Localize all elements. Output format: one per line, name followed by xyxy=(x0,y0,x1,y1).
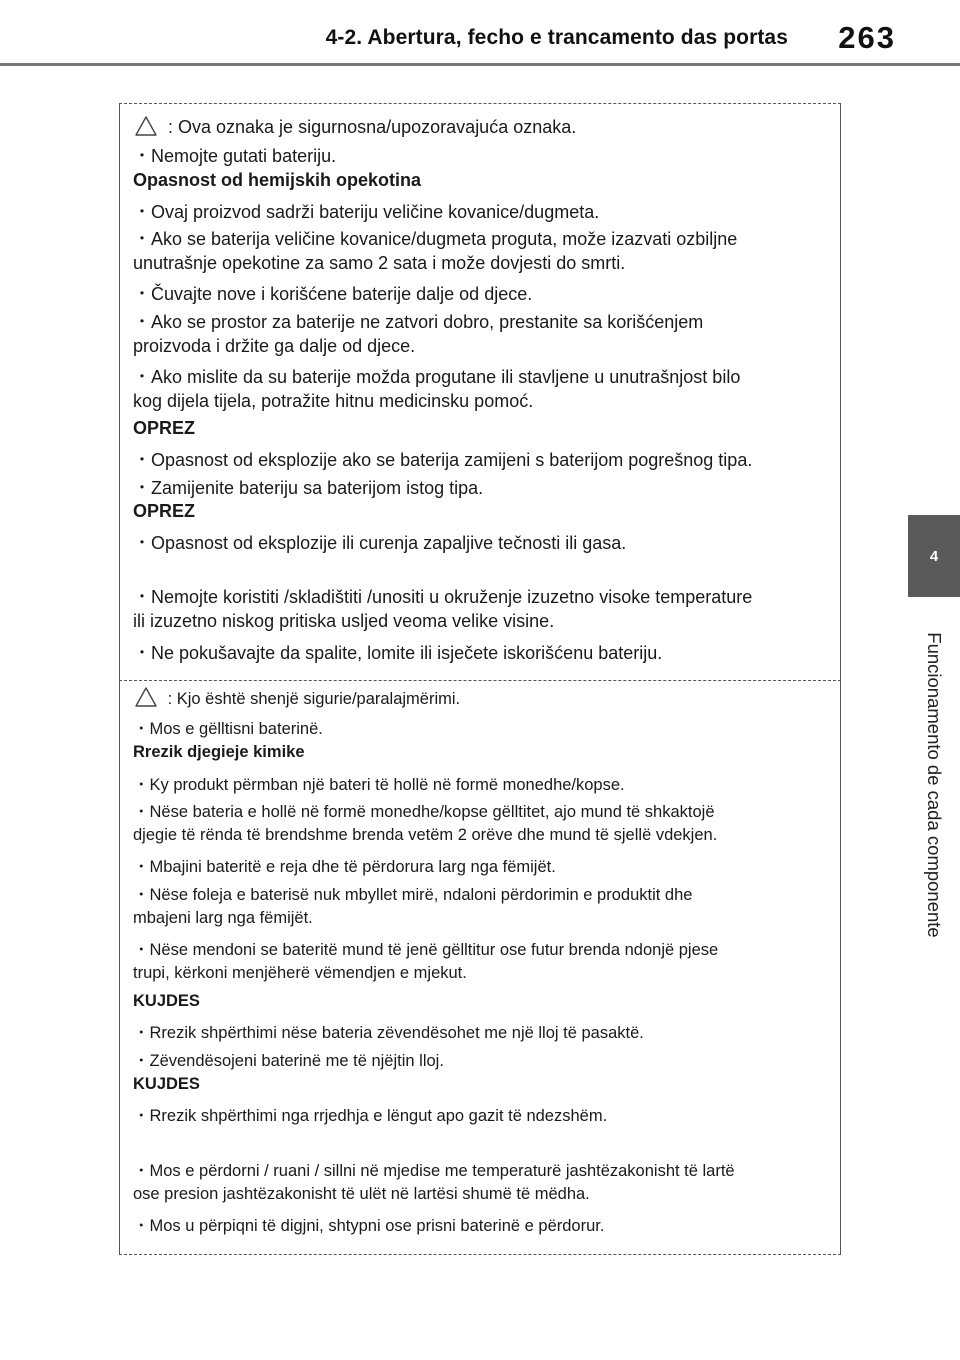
warning-line: ・Mos e gëlltisni baterinë. xyxy=(133,720,323,738)
warning-triangle-icon xyxy=(133,690,163,708)
warning-line: unutrašnje opekotine za samo 2 sata i može dovjesti do smrti. xyxy=(133,253,626,273)
warning-line: ・Opasnost od eksplozije ako se baterija zamijeni s baterijom pogrešnog tipa. xyxy=(133,450,753,470)
warning-line: ・Ako se prostor za baterije ne zatvori dobro, prestanite sa korišćenjem xyxy=(133,312,704,332)
warning-line: ・Nemojte gutati bateriju. xyxy=(133,146,337,166)
warning-line: ・Nemojte koristiti /skladištiti /unositi u okruženje izuzetno visoke temperature xyxy=(133,587,753,607)
header-divider xyxy=(0,63,960,66)
warning-line: KUJDES xyxy=(133,992,200,1010)
warning-line: trupi, kërkoni menjëherë vëmendjen e mjekut. xyxy=(133,964,467,982)
warning-line: ・Ky produkt përmban një bateri të hollë në formë monedhe/kopse. xyxy=(133,776,625,794)
warning-line: djegie të rënda të brendshme brenda vetëm 2 orëve dhe mund të sjellë vdekjen. xyxy=(133,826,718,844)
warning-line: kog dijela tijela, potražite hitnu medicinsku pomoć. xyxy=(133,391,534,411)
warning-intro-line: : Ova oznaka je sigurnosna/upozoravajuća oznaka. xyxy=(133,116,576,138)
warning-line: ・Opasnost od eksplozije ili curenja zapaljive tečnosti ili gasa. xyxy=(133,533,627,553)
warning-box-bosnian xyxy=(119,103,841,681)
warning-line: ili izuzetno niskog pritiska usljed veoma velike visine. xyxy=(133,611,555,631)
warning-line: ・Mbajini bateritë e reja dhe të përdorura larg nga fëmijët. xyxy=(133,858,556,876)
warning-line: KUJDES xyxy=(133,1075,200,1093)
warning-line: ose presion jashtëzakonisht të ulët në lartësi shumë të mëdha. xyxy=(133,1185,590,1203)
warning-intro-line: : Kjo është shenjë sigurie/paralajmërimi. xyxy=(133,687,460,709)
warning-line: ・Ovaj proizvod sadrži bateriju veličine kovanice/dugmeta. xyxy=(133,202,600,222)
warning-line: ・Nëse bateria e hollë në formë monedhe/kopse gëlltitet, ajo mund të shkaktojë xyxy=(133,803,715,821)
warning-line: ・Zamijenite bateriju sa baterijom istog tipa. xyxy=(133,478,484,498)
page-header xyxy=(0,0,960,66)
section-title: 4-2. Abertura, fecho e trancamento das portas xyxy=(325,26,788,49)
warning-line: ・Ako se baterija veličine kovanice/dugmeta proguta, može izazvati ozbiljne xyxy=(133,229,738,249)
warning-line: ・Mos u përpiqni të digjni, shtypni ose prisni baterinë e përdorur. xyxy=(133,1217,605,1235)
warning-line: ・Čuvajte nove i korišćene baterije dalje od djece. xyxy=(133,284,533,304)
warning-line: ・Mos e përdorni / ruani / sillni në mjedise me temperaturë jashtëzakonisht të lartë xyxy=(133,1162,735,1180)
warning-line: OPREZ xyxy=(133,418,196,438)
warning-line: ・Zëvendësojeni baterinë me të njëjtin lloj. xyxy=(133,1052,444,1070)
chapter-number: 4 xyxy=(929,547,939,565)
warning-box-albanian xyxy=(119,681,841,1255)
warning-line: ・Ne pokušavajte da spalite, lomite ili isječete iskorišćenu bateriju. xyxy=(133,643,663,663)
warning-line: ・Nëse mendoni se bateritë mund të jenë gëlltitur ose futur brenda ndonjë pjese xyxy=(133,941,719,959)
warning-line: ・Rrezik shpërthimi nëse bateria zëvendësohet me një lloj të pasaktë. xyxy=(133,1024,644,1042)
page-number: 263 xyxy=(838,20,896,55)
warning-triangle-icon xyxy=(133,117,163,137)
chapter-tab xyxy=(908,515,960,597)
chapter-label: Funcionamento de cada componente xyxy=(924,632,945,938)
warning-line: ・Nëse foleja e baterisë nuk mbyllet mirë, ndaloni përdorimin e produktit dhe xyxy=(133,886,693,904)
warning-line: ・Ako mislite da su baterije možda progutane ili stavljene u unutrašnjost bilo xyxy=(133,367,741,387)
warning-line: OPREZ xyxy=(133,501,196,521)
warning-line: mbajeni larg nga fëmijët. xyxy=(133,909,313,927)
warning-line: Opasnost od hemijskih opekotina xyxy=(133,170,422,190)
warning-line: proizvoda i držite ga dalje od djece. xyxy=(133,336,416,356)
warning-line: Rrezik djegieje kimike xyxy=(133,743,305,761)
warning-line: ・Rrezik shpërthimi nga rrjedhja e lëngut apo gazit të ndezshëm. xyxy=(133,1107,608,1125)
